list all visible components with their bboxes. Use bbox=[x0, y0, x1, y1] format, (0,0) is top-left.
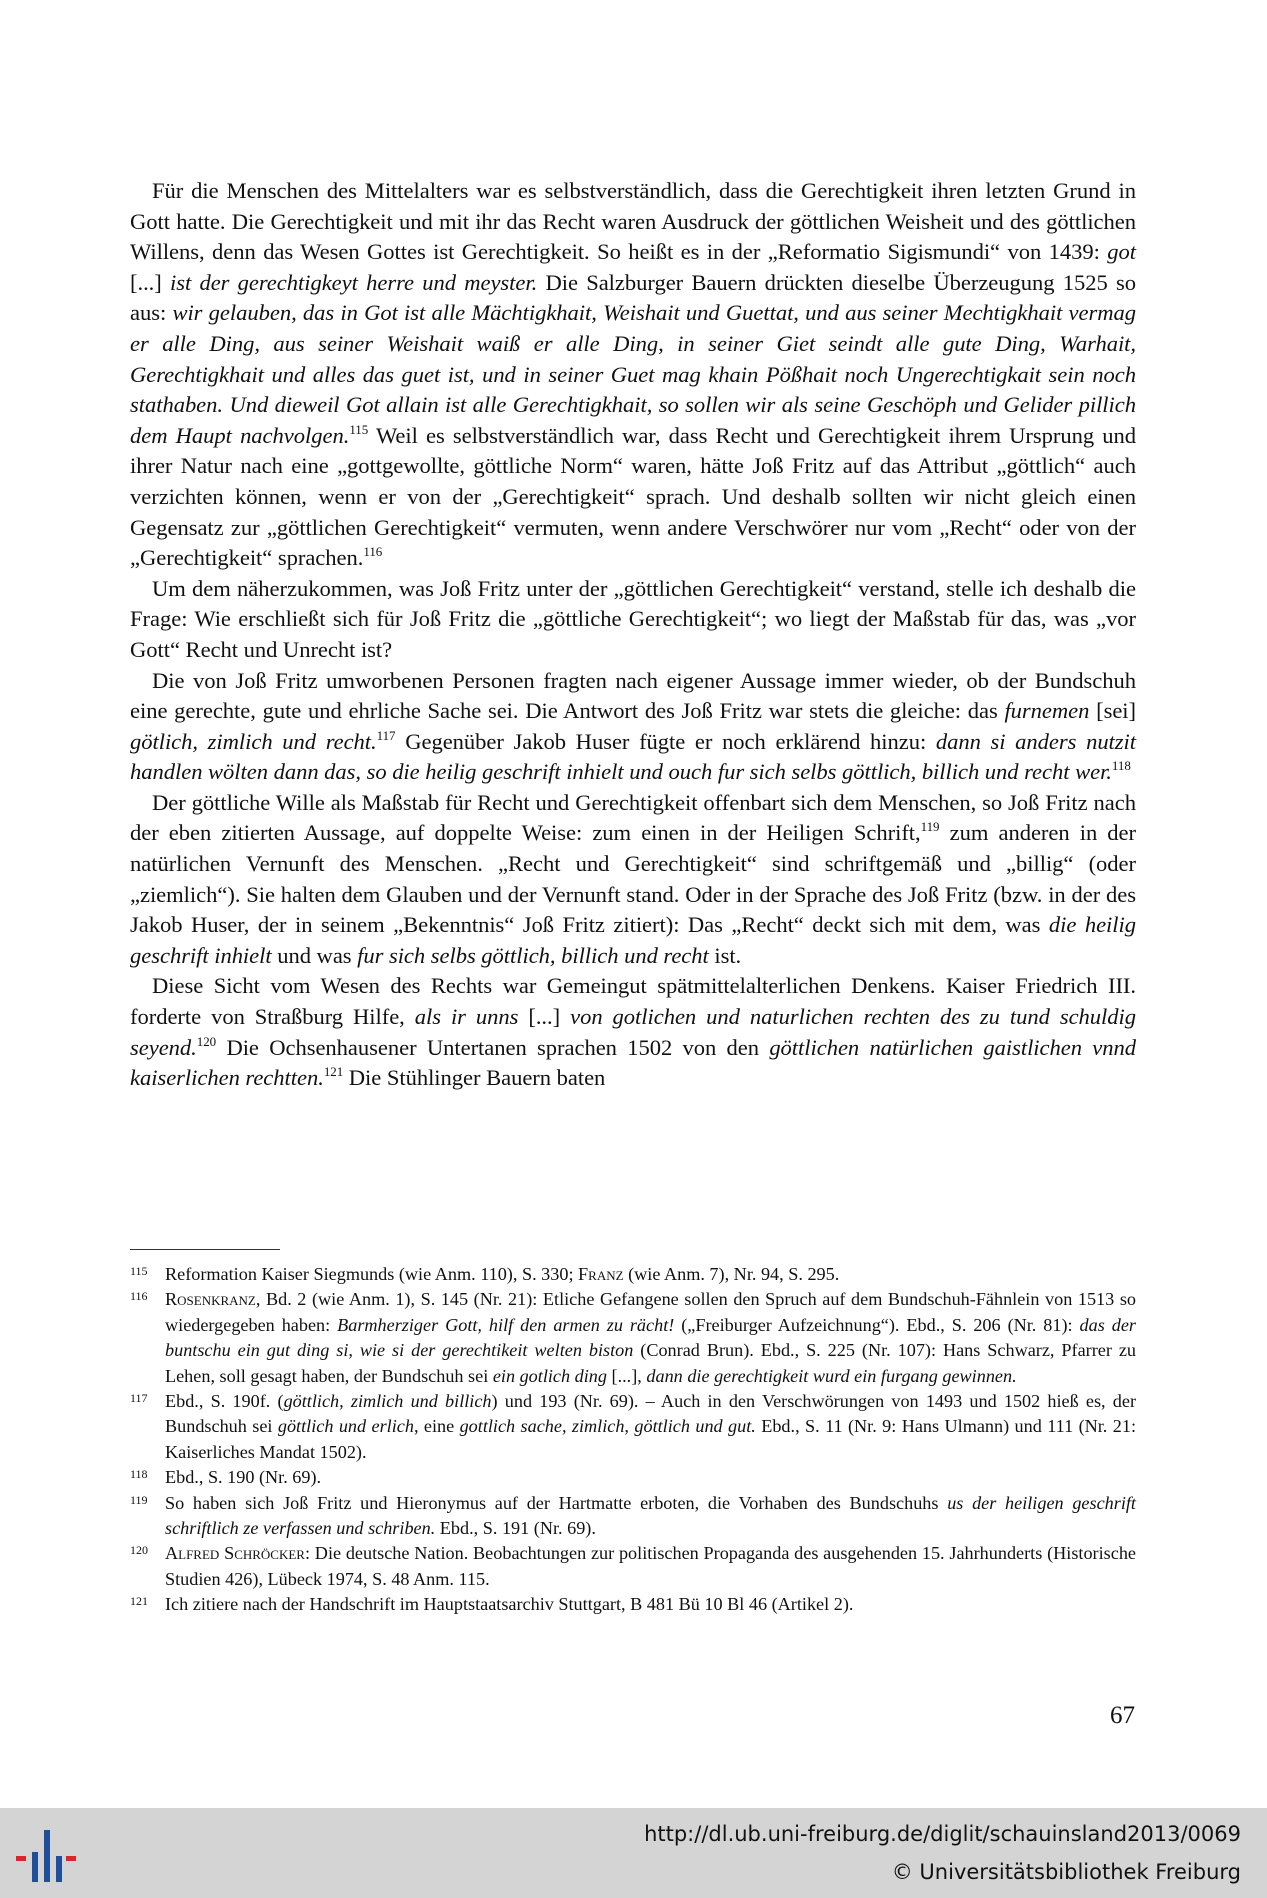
document-url-link[interactable]: http://dl.ub.uni-freiburg.de/diglit/schauinsland2013/0069 bbox=[644, 1822, 1241, 1846]
paragraph-1: Für die Menschen des Mittelalters war es selbstverständlich, dass die Gerechtigkeit ihren letzten Grund in Gott hatte. Die Gerechtigkeit und mit ihr das Recht waren Ausdruck der göttlichen Weisheit und des göttlichen Willens, denn das Wesen Gottes ist Gerechtigkeit. So heißt es in der „Reformatio Sigismundi“ von 1439: got [...] ist der gerechtigkeyt herre und meyster. Die Salzburger Bauern drückten dieselbe Überzeugung 1525 so aus: wir gelauben, das in Got ist alle Mächtigkhait, Weishait und Guettat, und aus seiner Mechtigkhait vermag er alle Ding, aus seiner Weishait waiß er alle Ding, in seiner Giet seindt alle gute Ding, Warhait, Gerechtigkhait und alles das guet ist, und in seiner Guet mag khain Pößhait noch Ungerechtigkait sein noch stathaben. Und dieweil Got allain ist alle Gerechtigkhait, so sollen wir als seine Geschöph und Gelider pillich dem Haupt nachvolgen.$^{115}$ Weil es selbstverständlich war, dass Recht und Gerechtigkeit ihrem Ursprung und ihrer Natur nach eine „gottgewollte, göttliche Norm“ waren, hätte Joß Fritz auf das Attribut „göttlich“ auch verzichten können, wenn er von der „Gerechtigkeit“ sprach. Und deshalb sollten wir nicht gleich einen Gegensatz zur „göttlichen Gerechtigkeit“ vermuten, wenn andere Verschwörer nur vom „Recht“ oder von der „Gerechtigkeit“ sprachen.$^{116}$ bbox=[130, 178, 1137, 571]
ub-freiburg-logo-icon bbox=[14, 1826, 80, 1884]
footnote-number: 118 bbox=[130, 1467, 148, 1482]
footnotes bbox=[130, 1262, 1136, 1618]
logo-blue-bar-1 bbox=[32, 1852, 38, 1882]
footnote-number: 117 bbox=[130, 1391, 148, 1406]
logo-blue-bar-3 bbox=[56, 1856, 62, 1882]
footnote-116: 116 Rosenkranz, Bd. 2 (wie Anm. 1), S. 145 (Nr. 21): Etliche Gefangene sollen den Spruch auf dem Bundschuh-Fähnlein von 1513 so wiedergegeben haben: Barmherziger Gott, hilf den armen zu rächt! („Freiburger Aufzeichnung“). Ebd., S. 206 (Nr. 81): das der buntschu ein gut ding si, wie si der gerechtikeit welten biston (Conrad Brun). Ebd., S. 225 (Nr. 107): Hans Schwarz, Pfarrer zu Lehen, soll gesagt haben, der Bundschuh sei ein gotlich ding [...], dann die gerechtigkeit wurd ein furgang gewinnen. bbox=[130, 1287, 1136, 1389]
footnote-ref-115[interactable]: 115 bbox=[349, 421, 369, 437]
footnote-118: 118 Ebd., S. 190 (Nr. 69). bbox=[130, 1465, 1136, 1490]
footnote-121: 121 Ich zitiere nach der Handschrift im Hauptstaatsarchiv Stuttgart, B 481 Bü 10 Bl 46 (Artikel 2). bbox=[130, 1592, 1136, 1617]
footnote-119: 119 So haben sich Joß Fritz und Hieronymus auf der Hartmatte erboten, die Vorhaben des Bundschuhs us der heiligen geschrift schriftlich ze verfassen und schriben. Ebd., S. 191 (Nr. 69). bbox=[130, 1491, 1136, 1542]
paragraph-5: Diese Sicht vom Wesen des Rechts war Gemeingut spätmittelalterlichen Denkens. Kaiser Friedrich III. forderte von Straßburg Hilfe, als ir unns [...] von gotlichen und naturlichen rechten des zu tund schuldig seyend.$^{120}$ Die Ochsenhausener Untertanen sprachen 1502 von den göttlichen natürlichen gaistlichen vnnd kaiserlichen rechtten.$^{121}$ Die Stühlinger Bauern baten bbox=[130, 973, 1136, 1091]
paragraph-4: Der göttliche Wille als Maßstab für Recht und Gerechtigkeit offenbart sich dem Menschen, so Joß Fritz nach der eben zitierten Aussage, auf doppelte Weise: zum einen in der Heiligen Schrift,$^{119}$ zum anderen in der natürlichen Vernunft des Menschen. „Recht und Gerechtigkeit“ sind schriftgemäß und „billig“ (oder „ziemlich“). Sie halten dem Glauben und der Vernunft stand. Oder in der Sprache des Joß Fritz (bzw. in der des Jakob Huser, der in seinem „Bekenntnis“ Joß Fritz zitiert): Das „Recht“ deckt sich mit dem, was die heilig geschrift inhielt und was fur sich selbs göttlich, billich und recht ist. bbox=[130, 789, 1137, 968]
footnote-number: 120 bbox=[130, 1543, 148, 1558]
logo-blue-bar-2 bbox=[44, 1830, 50, 1882]
body-text bbox=[130, 176, 1136, 1094]
footnote-ref-116[interactable]: 116 bbox=[363, 544, 383, 560]
footnote-ref-119[interactable]: 119 bbox=[920, 819, 940, 835]
logo-red-left bbox=[16, 1856, 26, 1861]
footnote-120: 120 Alfred Schröcker: Die deutsche Nation. Beobachtungen zur politischen Propaganda des ausgehenden 15. Jahrhunderts (Historische Studien 426), Lübeck 1974, S. 48 Anm. 115. bbox=[130, 1541, 1136, 1592]
paragraph-2: Um dem näherzukommen, was Joß Fritz unter der „göttlichen Gerechtigkeit“ verstand, stelle ich deshalb die Frage: Wie erschließt sich für Joß Fritz die „göttliche Gerechtigkeit“; wo liegt der Maßstab für das, was „vor Gott“ Recht und Unrecht ist? bbox=[130, 575, 1136, 662]
footnote-115: 115 Reformation Kaiser Siegmunds (wie Anm. 110), S. 330; Franz (wie Anm. 7), Nr. 94, S. 295. bbox=[130, 1262, 1136, 1287]
paragraph-3: Die von Joß Fritz umworbenen Personen fragten nach eigener Aussage immer wieder, ob der Bundschuh eine gerechte, gute und ehrliche Sache sei. Die Antwort des Joß Fritz war stets die gleiche: das furnemen [sei] götlich, zimlich und recht.$^{117}$ Gegenüber Jakob Huser fügte er noch erklärend hinzu: dann si anders nutzit handlen wölten dann das, so die heilig geschrift inhielt und ouch fur sich selbs göttlich, billich und recht wer.$^{118}$ bbox=[130, 667, 1136, 785]
copyright-notice: © Universitätsbibliothek Freiburg bbox=[891, 1860, 1241, 1884]
footnote-number: 115 bbox=[130, 1264, 148, 1278]
footnote-ref-121[interactable]: 121 bbox=[323, 1064, 344, 1080]
footnote-117: 117 Ebd., S. 190f. (göttlich, zimlich und billich) und 193 (Nr. 69). – Auch in den Verschwörungen von 1493 und 1502 hieß es, der Bundschuh sei göttlich und erlich, eine gottlich sache, zimlich, göttlich und gut. Ebd., S. 11 (Nr. 9: Hans Ulmann) und 111 (Nr. 21: Kaiserliches Mandat 1502). bbox=[130, 1389, 1136, 1465]
footnote-divider bbox=[130, 1249, 280, 1250]
footnote-number: 116 bbox=[130, 1289, 148, 1304]
footnote-number: 121 bbox=[130, 1594, 148, 1609]
logo-red-right bbox=[66, 1856, 76, 1861]
footnote-number: 119 bbox=[130, 1492, 148, 1507]
footnote-ref-120[interactable]: 120 bbox=[196, 1033, 217, 1049]
footnote-ref-118[interactable]: 118 bbox=[1111, 758, 1131, 774]
footer-bar bbox=[0, 1808, 1267, 1898]
page-number: 67 bbox=[1110, 1702, 1135, 1729]
footnote-ref-117[interactable]: 117 bbox=[376, 727, 396, 743]
